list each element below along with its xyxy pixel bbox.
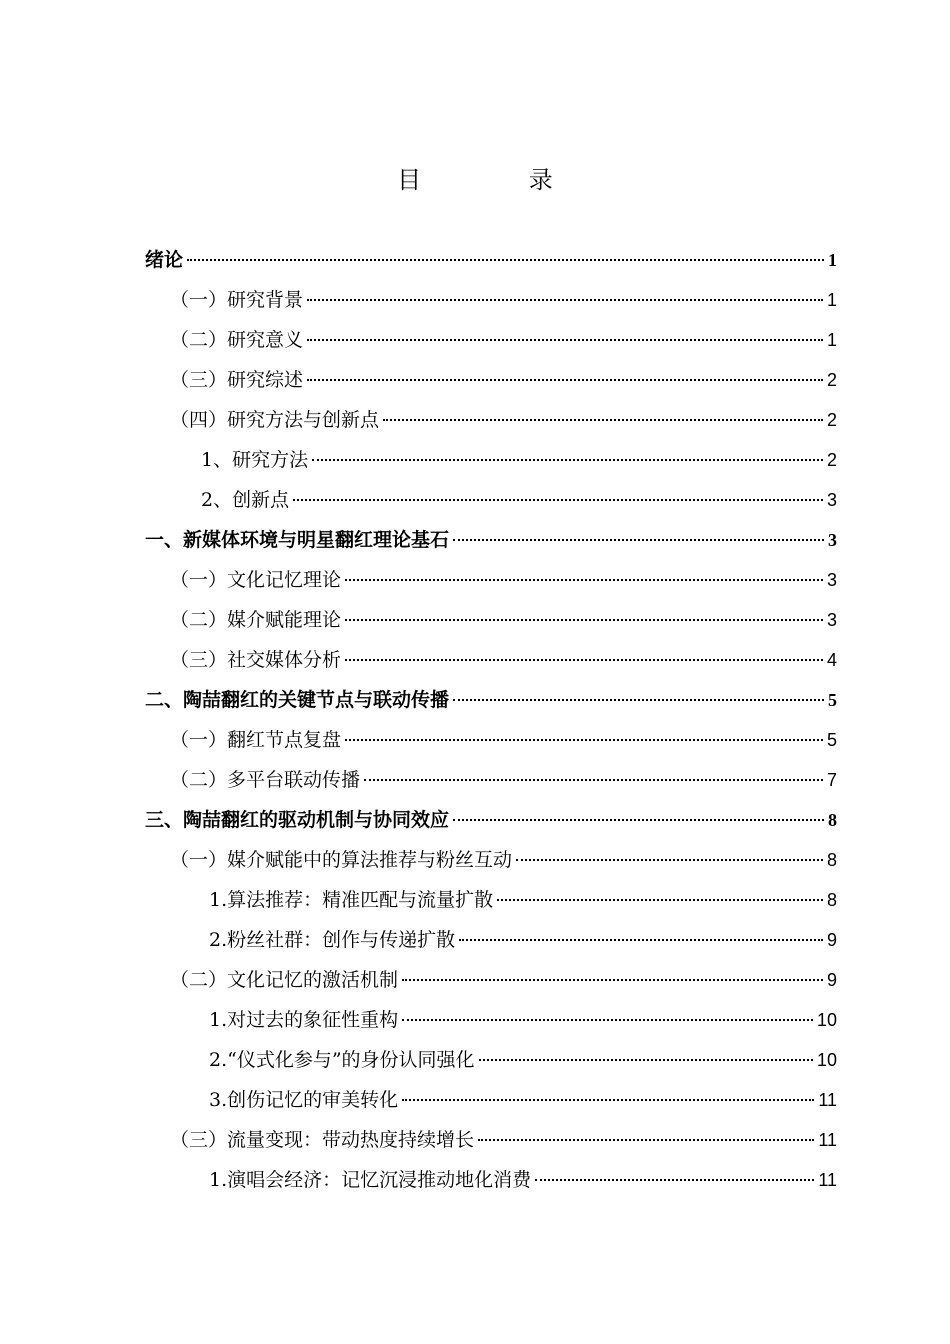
toc-entry-label: （二）媒介赋能理论 — [170, 609, 342, 631]
toc-entry-label: （一）文化记忆理论 — [170, 569, 342, 591]
toc-dot-leader — [187, 259, 824, 261]
toc-entry[interactable] — [145, 760, 837, 800]
toc-entry[interactable] — [145, 840, 837, 880]
toc-entry-label: （三）社交媒体分析 — [170, 649, 342, 671]
toc-dot-leader — [307, 299, 823, 301]
toc-dot-leader — [479, 1059, 813, 1061]
toc-entry-label: 一、新媒体环境与明星翻红理论基石 — [145, 529, 450, 551]
toc-entry-page-number: 5 — [828, 690, 837, 710]
toc-entry[interactable] — [145, 520, 837, 560]
toc-entry-page-number: 3 — [826, 570, 837, 590]
toc-entry[interactable] — [145, 720, 837, 760]
toc-entry[interactable] — [145, 1000, 837, 1040]
toc-entry-page-number: 10 — [816, 1010, 837, 1030]
toc-entry[interactable] — [145, 440, 837, 480]
toc-entry-page-number: 9 — [826, 970, 837, 990]
toc-entry-label: （一）媒介赋能中的算法推荐与粉丝互动 — [170, 849, 513, 871]
toc-entry-page-number: 11 — [818, 1090, 837, 1110]
toc-dot-leader — [453, 699, 824, 701]
toc-entry-label: 绪论 — [145, 249, 184, 271]
toc-entry[interactable] — [145, 400, 837, 440]
toc-dot-leader — [345, 659, 823, 661]
toc-entry[interactable] — [145, 800, 837, 840]
toc-entry-label: （四）研究方法与创新点 — [170, 409, 380, 431]
toc-entry[interactable] — [145, 480, 837, 520]
toc-entry[interactable] — [145, 960, 837, 1000]
toc-entry-page-number: 1 — [826, 290, 837, 310]
toc-entry[interactable] — [145, 640, 837, 680]
toc-entry[interactable] — [145, 360, 837, 400]
toc-dot-leader — [307, 339, 823, 341]
toc-entry[interactable] — [145, 880, 837, 920]
toc-entry-page-number: 4 — [826, 650, 837, 670]
toc-entry-label: （一）研究背景 — [170, 289, 304, 311]
toc-entry-page-number: 11 — [818, 1170, 837, 1190]
toc-entry-page-number: 2 — [826, 450, 837, 470]
toc-entry[interactable] — [145, 280, 837, 320]
toc-entry-label: 2.粉丝社群：创作与传递扩散 — [209, 929, 456, 951]
toc-entry-page-number: 8 — [826, 890, 837, 910]
toc-entry-page-number: 3 — [828, 530, 837, 550]
toc-entry-page-number: 9 — [826, 930, 837, 950]
toc-entry[interactable] — [145, 1160, 837, 1200]
toc-entry-label: （三）流量变现：带动热度持续增长 — [170, 1129, 475, 1151]
toc-dot-leader — [402, 1019, 813, 1021]
toc-entry[interactable] — [145, 1040, 837, 1080]
toc-dot-leader — [516, 859, 823, 861]
toc-entry[interactable] — [145, 240, 837, 280]
toc-dot-leader — [364, 779, 823, 781]
toc-entry-page-number: 1 — [828, 250, 837, 270]
toc-entry-page-number: 2 — [826, 410, 837, 430]
toc-list — [145, 240, 837, 1200]
toc-dot-leader — [459, 939, 823, 941]
toc-entry-page-number: 1 — [826, 330, 837, 350]
toc-entry[interactable] — [145, 1120, 837, 1160]
toc-entry-label: 1.演唱会经济：记忆沉浸推动地化消费 — [209, 1169, 532, 1191]
toc-entry-label: 3.创伤记忆的审美转化 — [209, 1089, 399, 1111]
toc-title: 目 录 — [397, 166, 603, 194]
toc-entry[interactable] — [145, 1080, 837, 1120]
toc-dot-leader — [402, 1099, 814, 1101]
toc-dot-leader — [312, 459, 823, 461]
toc-entry-label: 2.“仪式化参与”的身份认同强化 — [209, 1049, 475, 1071]
toc-entry-label: （三）研究综述 — [170, 369, 304, 391]
toc-entry[interactable] — [145, 560, 837, 600]
toc-entry-label: （二）文化记忆的激活机制 — [170, 969, 399, 991]
toc-entry[interactable] — [145, 320, 837, 360]
toc-dot-leader — [402, 979, 823, 981]
toc-dot-leader — [293, 499, 823, 501]
toc-entry-label: 2、创新点 — [201, 489, 290, 511]
toc-dot-leader — [453, 539, 824, 541]
toc-dot-leader — [497, 899, 823, 901]
toc-entry[interactable] — [145, 920, 837, 960]
toc-entry-page-number: 8 — [828, 810, 837, 830]
toc-entry-label: （二）研究意义 — [170, 329, 304, 351]
toc-entry-page-number: 3 — [826, 610, 837, 630]
toc-entry-page-number: 5 — [826, 730, 837, 750]
toc-entry-label: 二、陶喆翻红的关键节点与联动传播 — [145, 689, 450, 711]
toc-dot-leader — [535, 1179, 814, 1181]
toc-dot-leader — [383, 419, 823, 421]
toc-entry-label: （一）翻红节点复盘 — [170, 729, 342, 751]
toc-entry-label: 1.对过去的象征性重构 — [209, 1009, 399, 1031]
toc-entry-label: （二）多平台联动传播 — [170, 769, 361, 791]
toc-entry-page-number: 2 — [826, 370, 837, 390]
toc-dot-leader — [307, 379, 823, 381]
toc-dot-leader — [478, 1139, 814, 1141]
toc-dot-leader — [453, 819, 824, 821]
toc-entry-page-number: 10 — [816, 1050, 837, 1070]
toc-entry[interactable] — [145, 600, 837, 640]
toc-entry-page-number: 3 — [826, 490, 837, 510]
toc-dot-leader — [345, 739, 823, 741]
toc-entry-label: 1.算法推荐：精准匹配与流量扩散 — [209, 889, 494, 911]
toc-dot-leader — [345, 579, 823, 581]
toc-entry-page-number: 7 — [826, 770, 837, 790]
toc-entry[interactable] — [145, 680, 837, 720]
toc-entry-label: 三、陶喆翻红的驱动机制与协同效应 — [145, 809, 450, 831]
toc-entry-page-number: 11 — [818, 1130, 837, 1150]
toc-dot-leader — [345, 619, 823, 621]
toc-entry-label: 1、研究方法 — [201, 449, 309, 471]
toc-entry-page-number: 8 — [826, 850, 837, 870]
